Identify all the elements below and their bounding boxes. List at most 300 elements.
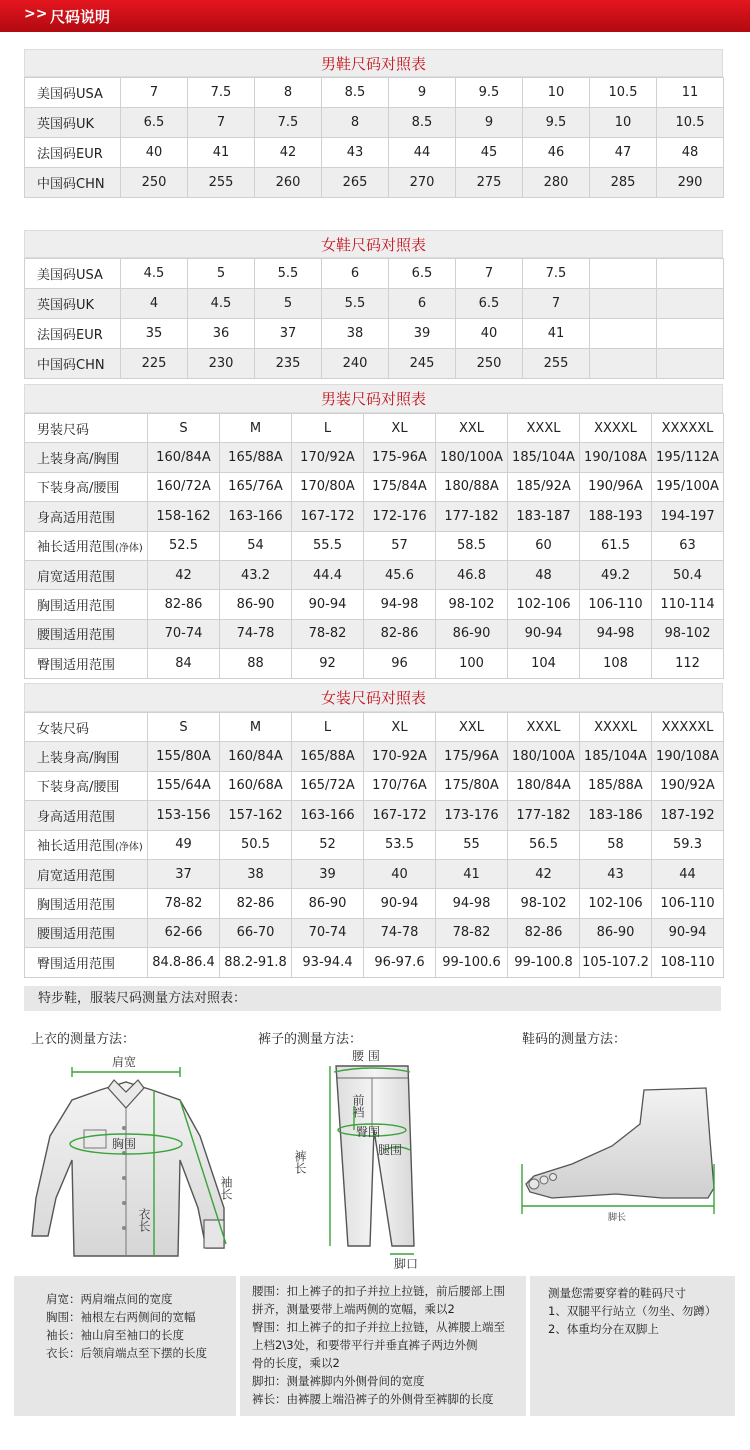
table-row [25, 801, 724, 830]
table-cell: XXXXL [580, 414, 652, 443]
table-cell: 180/100A [508, 742, 580, 771]
table-cell: S [148, 414, 220, 443]
table-cell: XXXXL [580, 713, 652, 742]
table-cell: 39 [292, 859, 364, 888]
foot-length-label: 脚长 [608, 1213, 627, 1223]
men-clothing-table [24, 413, 724, 679]
shirt-measure-title: 上衣的测量方法： [31, 1032, 136, 1047]
table-cell: 35 [121, 319, 188, 349]
table-cell: 102-106 [508, 590, 580, 619]
table-cell: 86-90 [580, 918, 652, 947]
table-cell: 96-97.6 [364, 948, 436, 977]
table-cell: 157-162 [220, 801, 292, 830]
table-row [25, 108, 724, 138]
table-cell [657, 319, 724, 349]
table-cell: 163-166 [292, 801, 364, 830]
row-label: 美国码USA [25, 259, 121, 289]
table-cell: 9 [456, 108, 523, 138]
table-cell [657, 289, 724, 319]
table-cell: 86-90 [292, 889, 364, 918]
pants-notes [240, 1276, 526, 1416]
row-label: 英国码UK [25, 108, 121, 138]
table-cell: 82-86 [220, 889, 292, 918]
table-cell: 185/92A [508, 472, 580, 501]
table-cell: 4.5 [188, 289, 255, 319]
table-cell: 52.5 [148, 531, 220, 560]
table-cell: 183-186 [580, 801, 652, 830]
table-cell [590, 259, 657, 289]
table-cell: 172-176 [364, 502, 436, 531]
table-cell: 188-193 [580, 502, 652, 531]
measure-intro: 特步鞋，服装尺码测量方法对照表： [24, 986, 721, 1011]
table-cell: 163-166 [220, 502, 292, 531]
pants-rise-label: 前裆 [351, 1094, 365, 1118]
table-cell: 6 [389, 289, 456, 319]
table-cell: 240 [322, 349, 389, 379]
table-cell: 104 [508, 649, 580, 678]
note-line: 腰围：扣上裤子的扣子并拉上拉链，前后腰部上围 [252, 1284, 505, 1298]
table-cell: 88 [220, 649, 292, 678]
table-row [25, 531, 724, 560]
table-cell: 59.3 [652, 830, 724, 859]
men-shoes-table [24, 77, 724, 198]
table-cell: 98-102 [436, 590, 508, 619]
table-cell: 8.5 [389, 108, 456, 138]
table-cell: 40 [456, 319, 523, 349]
table-cell: 43 [580, 859, 652, 888]
table-cell: 160/68A [220, 771, 292, 800]
header-bar [0, 0, 750, 32]
table-row [25, 649, 724, 678]
table-cell: 4.5 [121, 259, 188, 289]
women-clothing-table [24, 712, 724, 978]
table-cell: L [292, 713, 364, 742]
table-cell: 177-182 [436, 502, 508, 531]
table-cell: 42 [148, 560, 220, 589]
table-header-row [25, 713, 724, 742]
table-cell: 86-90 [220, 590, 292, 619]
table-row [25, 472, 724, 501]
note-line: 测量您需要穿着的鞋码尺寸 [548, 1286, 686, 1300]
table-cell: 56.5 [508, 830, 580, 859]
row-label: 肩宽适用范围 [25, 560, 148, 589]
table-cell: 39 [389, 319, 456, 349]
table-cell: 170/80A [292, 472, 364, 501]
row-label: 臀围适用范围 [25, 948, 148, 977]
table-cell [657, 349, 724, 379]
table-cell: 41 [523, 319, 590, 349]
table-cell: 275 [456, 168, 523, 198]
table-cell: 167-172 [292, 502, 364, 531]
table-cell: 8 [255, 78, 322, 108]
table-cell: 90-94 [652, 918, 724, 947]
table-cell: 44 [652, 859, 724, 888]
table-cell: 42 [508, 859, 580, 888]
table-cell: 110-114 [652, 590, 724, 619]
table-row [25, 948, 724, 977]
table-cell: 94-98 [364, 590, 436, 619]
table-cell: L [292, 414, 364, 443]
double-chevron-icon: >> [24, 6, 48, 22]
table-cell: XXXL [508, 713, 580, 742]
table-cell: 50.4 [652, 560, 724, 589]
table-cell: 78-82 [148, 889, 220, 918]
pants-hem-label: 脚口 [394, 1257, 419, 1271]
table-cell: 94-98 [436, 889, 508, 918]
table-cell: 90-94 [508, 619, 580, 648]
table-row [25, 590, 724, 619]
table-cell: 99-100.6 [436, 948, 508, 977]
note-line: 臀围：扣上裤子的扣子并拉上拉链，从裤腰上端至 [252, 1320, 505, 1334]
table-cell: 7.5 [188, 78, 255, 108]
table-cell: 90-94 [292, 590, 364, 619]
table-cell: 230 [188, 349, 255, 379]
table-cell: 40 [364, 859, 436, 888]
table-cell: 55 [436, 830, 508, 859]
table-cell: 195/100A [652, 472, 724, 501]
shirt-diagram [28, 1048, 253, 1263]
table-cell: XL [364, 713, 436, 742]
table-cell: 45.6 [364, 560, 436, 589]
shoe-measure-title: 鞋码的测量方法： [522, 1032, 627, 1047]
table-cell: 158-162 [148, 502, 220, 531]
table-cell: 165/88A [220, 443, 292, 472]
shirt-shoulder-label: 肩宽 [112, 1055, 137, 1069]
table-cell: 98-102 [508, 889, 580, 918]
table-cell: 255 [188, 168, 255, 198]
table-row [25, 259, 724, 289]
table-cell: 108-110 [652, 948, 724, 977]
row-label-note: (净体) [115, 543, 143, 555]
table-cell: 46 [523, 138, 590, 168]
table-cell: 38 [220, 859, 292, 888]
note-line: 衣长：后领肩端点至下摆的长度 [46, 1346, 207, 1360]
table-cell: 70-74 [292, 918, 364, 947]
row-label: 男装尺码 [25, 414, 148, 443]
row-label: 身高适用范围 [25, 502, 148, 531]
table-cell: 195/112A [652, 443, 724, 472]
women-shoes-table [24, 258, 724, 379]
table-cell: 175/84A [364, 472, 436, 501]
row-label: 胸围适用范围 [25, 889, 148, 918]
table-row [25, 742, 724, 771]
pants-waist-label: 腰 围 [352, 1049, 380, 1063]
table-cell: 100 [436, 649, 508, 678]
table-cell: 185/104A [508, 443, 580, 472]
table-cell: 9.5 [456, 78, 523, 108]
table-cell: 180/84A [508, 771, 580, 800]
note-line: 上档2\3处，和要带平行并垂直裤子两边外侧 [252, 1338, 478, 1352]
table-cell: 190/108A [652, 742, 724, 771]
row-label: 肩宽适用范围 [25, 859, 148, 888]
shirt-chest-label: 胸围 [112, 1137, 137, 1151]
table-cell: 180/88A [436, 472, 508, 501]
table-cell: 10 [523, 78, 590, 108]
row-label: 下装身高/腰围 [25, 771, 148, 800]
table-cell: 10.5 [590, 78, 657, 108]
table-cell: 36 [188, 319, 255, 349]
table-cell: 280 [523, 168, 590, 198]
table-cell: 285 [590, 168, 657, 198]
table-row [25, 859, 724, 888]
table-cell: 93-94.4 [292, 948, 364, 977]
pants-thigh-label: 腿围 [378, 1143, 403, 1157]
table-cell: 225 [121, 349, 188, 379]
men-shoes-title: 男鞋尺码对照表 [24, 49, 723, 77]
row-label: 袖长适用范围(净体) [25, 830, 148, 859]
table-row [25, 918, 724, 947]
note-line: 1、双腿平行站立（勿坐、勿蹲） [548, 1304, 717, 1318]
shoe-notes [530, 1276, 735, 1416]
table-cell: 57 [364, 531, 436, 560]
table-cell: XXL [436, 414, 508, 443]
table-cell: 60 [508, 531, 580, 560]
table-cell: 66-70 [220, 918, 292, 947]
table-row [25, 560, 724, 589]
table-cell: 5.5 [322, 289, 389, 319]
table-cell: 4 [121, 289, 188, 319]
row-label: 美国码USA [25, 78, 121, 108]
table-cell: 9 [389, 78, 456, 108]
table-cell: 44 [389, 138, 456, 168]
table-cell: 99-100.8 [508, 948, 580, 977]
table-cell [590, 289, 657, 319]
table-cell: 82-86 [508, 918, 580, 947]
table-cell: 250 [456, 349, 523, 379]
note-line: 裤长：由裤腰上端沿裤子的外侧骨至裤脚的长度 [252, 1392, 494, 1406]
row-label: 法国码EUR [25, 138, 121, 168]
table-cell: 38 [322, 319, 389, 349]
women-shoes-title: 女鞋尺码对照表 [24, 230, 723, 258]
table-cell: M [220, 713, 292, 742]
table-cell: XXXXXL [652, 713, 724, 742]
table-cell: 175/80A [436, 771, 508, 800]
table-cell: 6.5 [389, 259, 456, 289]
table-cell: 160/84A [220, 742, 292, 771]
table-cell: 37 [255, 319, 322, 349]
pants-measure-title: 裤子的测量方法： [258, 1032, 363, 1047]
table-cell: 153-156 [148, 801, 220, 830]
table-cell: 160/84A [148, 443, 220, 472]
note-line: 肩宽：两肩端点间的宽度 [46, 1292, 173, 1306]
table-cell: 44.4 [292, 560, 364, 589]
table-cell: 54 [220, 531, 292, 560]
table-cell: 41 [436, 859, 508, 888]
row-label: 英国码UK [25, 289, 121, 319]
table-header-row [25, 414, 724, 443]
table-cell: 10 [590, 108, 657, 138]
table-row [25, 168, 724, 198]
table-cell: 48 [508, 560, 580, 589]
table-cell: 102-106 [580, 889, 652, 918]
table-cell: 190/108A [580, 443, 652, 472]
row-label: 上装身高/胸围 [25, 443, 148, 472]
table-cell: 92 [292, 649, 364, 678]
table-cell: 7.5 [523, 259, 590, 289]
row-label: 中国码CHN [25, 349, 121, 379]
table-cell: 7 [188, 108, 255, 138]
table-cell: 106-110 [652, 889, 724, 918]
table-cell: 290 [657, 168, 724, 198]
table-cell: 43 [322, 138, 389, 168]
note-line: 袖长：袖山肩至袖口的长度 [46, 1328, 184, 1342]
table-cell: 78-82 [292, 619, 364, 648]
row-label: 法国码EUR [25, 319, 121, 349]
table-row [25, 443, 724, 472]
table-cell: 255 [523, 349, 590, 379]
table-row [25, 502, 724, 531]
table-cell: 175-96A [364, 443, 436, 472]
row-label: 女装尺码 [25, 713, 148, 742]
table-row [25, 319, 724, 349]
table-cell: 173-176 [436, 801, 508, 830]
table-cell: 90-94 [364, 889, 436, 918]
pants-diagram [290, 1046, 430, 1274]
row-label: 腰围适用范围 [25, 918, 148, 947]
table-cell: 78-82 [436, 918, 508, 947]
row-label: 中国码CHN [25, 168, 121, 198]
table-cell: 235 [255, 349, 322, 379]
table-cell: 108 [580, 649, 652, 678]
table-row [25, 138, 724, 168]
table-cell: 187-192 [652, 801, 724, 830]
shirt-notes [14, 1276, 236, 1416]
table-cell: 265 [322, 168, 389, 198]
shirt-sleeve-label: 袖长 [219, 1176, 233, 1200]
table-cell: 46.8 [436, 560, 508, 589]
table-cell: 170-92A [364, 742, 436, 771]
table-cell: 82-86 [148, 590, 220, 619]
foot-diagram [512, 1080, 730, 1230]
row-label: 腰围适用范围 [25, 619, 148, 648]
table-cell: 167-172 [364, 801, 436, 830]
table-cell: 245 [389, 349, 456, 379]
table-cell: 58.5 [436, 531, 508, 560]
shirt-icon [32, 1080, 224, 1256]
row-label: 臀围适用范围 [25, 649, 148, 678]
table-cell: 177-182 [508, 801, 580, 830]
table-row [25, 771, 724, 800]
page-title: 尺码说明 [50, 8, 111, 26]
table-cell: 170/76A [364, 771, 436, 800]
table-cell: 47 [590, 138, 657, 168]
pants-hip-label: 臀围 [356, 1125, 381, 1139]
table-cell: 82-86 [364, 619, 436, 648]
table-cell [590, 319, 657, 349]
table-cell: 165/88A [292, 742, 364, 771]
row-label: 胸围适用范围 [25, 590, 148, 619]
table-cell: 105-107.2 [580, 948, 652, 977]
table-cell: 74-78 [220, 619, 292, 648]
table-cell: 6 [322, 259, 389, 289]
table-cell: XXXXXL [652, 414, 724, 443]
pants-icon [336, 1066, 414, 1246]
table-cell: 7 [523, 289, 590, 319]
table-cell: 7 [121, 78, 188, 108]
table-cell: 96 [364, 649, 436, 678]
table-cell: 250 [121, 168, 188, 198]
note-line: 胸围：袖根左右两侧间的宽幅 [46, 1310, 196, 1324]
table-cell: XXXL [508, 414, 580, 443]
table-cell: XL [364, 414, 436, 443]
table-cell: 185/88A [580, 771, 652, 800]
table-cell: 190/96A [580, 472, 652, 501]
table-row [25, 889, 724, 918]
table-cell: S [148, 713, 220, 742]
table-cell [657, 259, 724, 289]
table-cell: 98-102 [652, 619, 724, 648]
table-cell: 5.5 [255, 259, 322, 289]
table-cell: 112 [652, 649, 724, 678]
table-cell: 49.2 [580, 560, 652, 589]
women-clothing-title: 女装尺码对照表 [24, 683, 723, 712]
table-cell: 183-187 [508, 502, 580, 531]
table-cell: 8.5 [322, 78, 389, 108]
table-cell: 84 [148, 649, 220, 678]
row-label-note: (净体) [115, 842, 143, 854]
table-cell: 43.2 [220, 560, 292, 589]
row-label: 下装身高/腰围 [25, 472, 148, 501]
table-cell: 9.5 [523, 108, 590, 138]
table-cell: 40 [121, 138, 188, 168]
table-cell: 42 [255, 138, 322, 168]
table-cell: 155/80A [148, 742, 220, 771]
table-cell: 5 [188, 259, 255, 289]
table-cell: 175/96A [436, 742, 508, 771]
table-cell: 185/104A [580, 742, 652, 771]
table-cell: 88.2-91.8 [220, 948, 292, 977]
table-cell: M [220, 414, 292, 443]
table-row [25, 830, 724, 859]
table-row [25, 289, 724, 319]
table-cell: 53.5 [364, 830, 436, 859]
table-cell: 74-78 [364, 918, 436, 947]
table-cell: 84.8-86.4 [148, 948, 220, 977]
shirt-length-label: 衣长 [137, 1208, 151, 1232]
table-cell: 165/76A [220, 472, 292, 501]
row-label: 身高适用范围 [25, 801, 148, 830]
table-cell: 61.5 [580, 531, 652, 560]
table-cell: 170/92A [292, 443, 364, 472]
pants-length-label: 裤长 [293, 1150, 307, 1174]
table-cell: 5 [255, 289, 322, 319]
table-row [25, 619, 724, 648]
table-cell: 180/100A [436, 443, 508, 472]
table-cell: 49 [148, 830, 220, 859]
note-line: 骨的长度，乘以2 [252, 1356, 340, 1370]
row-label: 袖长适用范围(净体) [25, 531, 148, 560]
table-cell: 260 [255, 168, 322, 198]
table-cell: 270 [389, 168, 456, 198]
table-cell: 50.5 [220, 830, 292, 859]
table-cell: 190/92A [652, 771, 724, 800]
table-cell: 52 [292, 830, 364, 859]
table-cell: 6.5 [121, 108, 188, 138]
table-cell: 8 [322, 108, 389, 138]
note-line: 脚扣：测量裤脚内外侧骨间的宽度 [252, 1374, 425, 1388]
table-cell: 155/64A [148, 771, 220, 800]
table-cell: 7.5 [255, 108, 322, 138]
table-cell: 11 [657, 78, 724, 108]
table-cell: 94-98 [580, 619, 652, 648]
table-cell: 48 [657, 138, 724, 168]
table-cell: 165/72A [292, 771, 364, 800]
table-cell: 55.5 [292, 531, 364, 560]
table-row [25, 349, 724, 379]
note-line: 2、体重均分在双脚上 [548, 1322, 659, 1336]
men-clothing-title: 男装尺码对照表 [24, 384, 723, 413]
table-cell: 63 [652, 531, 724, 560]
